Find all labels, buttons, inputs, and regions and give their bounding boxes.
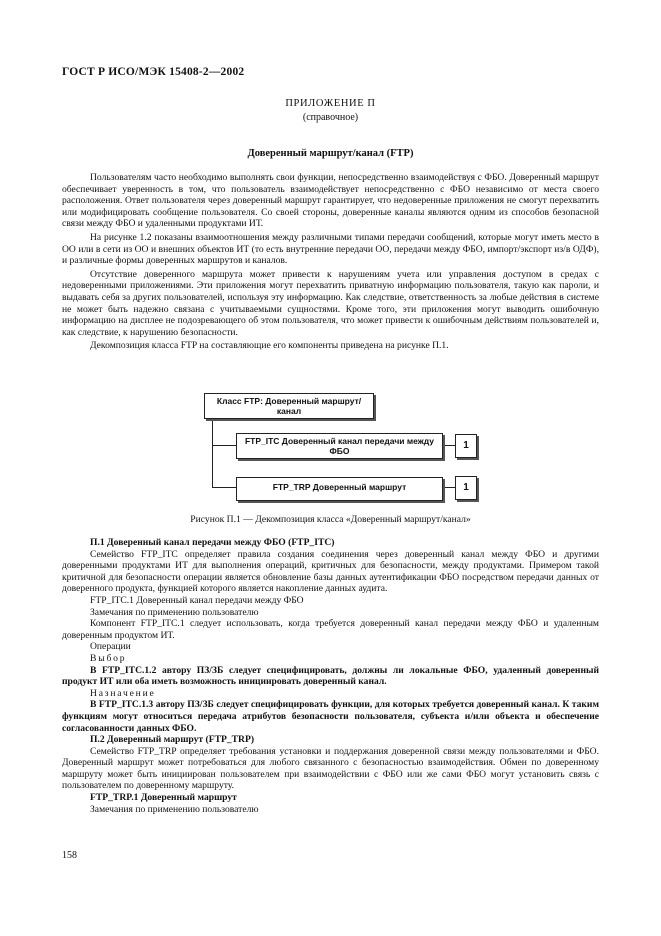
page-number: 158 [62,850,77,861]
figure-caption: Рисунок П.1 — Декомпозиция класса «Доверенный маршрут/канал» [190,514,471,525]
family-box-ftp-trp: FTP_TRP Доверенный маршрут [236,477,443,501]
family-box-ftp-itc: FTP_ITC Доверенный канал передачи между ФБО [236,433,443,459]
element-note-itc-1-2: В FTP_ITC.1.2 автору ПЗ/ЗБ следует специфицировать, должны ли локальные ФБО, удаленный доверенный продукт ИТ или оба иметь возможность инициировать доверенный канал. [62,664,599,688]
diagram-connector [212,487,236,488]
intro-paragraph: На рисунке 1.2 показаны взаимоотношения между различными типами передачи сообщений, которые могут иметь место в ОО или в сети из ОО и внешних объектов ИТ (то есть внутренние передачи ОО, передачи между ФБО, импорт/экспорт из/в ОДФ), и различные формы доверенных маршрутов и каналов. [62,231,599,267]
intro-paragraph: Пользователям часто необходимо выполнять свои функции, непосредственно взаимодействуя с ФБО. Доверенный маршрут обеспечивает уверенность в том, что пользователь взаимодействует непосредственно с ФБО независимо от места своего расположения. Ответ пользователя через доверенный маршрут гарантирует, что недоверенные приложения не смогут перехватить или модифицировать сообщение пользователя. Со своей стороны, доверенные каналы являются одним из способов безопасной связи между ФБО и удаленными продуктами ИТ. [62,172,599,230]
diagram-connector [212,445,236,446]
selection-label: Выбор [90,652,127,664]
component-count-box: 1 [455,434,477,458]
application-notes-label: Замечания по применению пользователю [90,803,259,815]
assignment-label: Назначение [90,687,156,699]
section-paragraph: Семейство FTP_TRP определяет требования установки и поддержания доверенной связи между пользователями и ФБО. Доверенный маршрут может потребоваться для любого связанного с безопасностью взаимодействия. Обмен по доверенному маршруту может быть инициирован пользователем при взаимодействии с ФБО или же сами ФБО могут установить связь с пользователем по доверенному маршруту. [62,745,599,792]
diagram-connector [212,417,213,488]
section-paragraph: Компонент FTP_ITC.1 следует использовать, когда требуется доверенный канал передачи между ФБО и удаленным доверенным продуктом ИТ. [62,618,599,641]
application-notes-label: Замечания по применению пользователю [90,606,259,618]
component-title-ftp-itc-1: FTP_ITC.1 Доверенный канал передачи между ФБО [90,594,304,606]
intro-paragraph: Декомпозиция класса FTP на составляющие его компоненты приведена на рисунке П.1. [90,340,449,352]
family-title: Доверенный маршрут/канал (FTP) [247,148,414,159]
operations-label: Операции [90,641,131,653]
diagram-connector [443,487,455,488]
annex-title: ПРИЛОЖЕНИЕ П [285,98,376,109]
section-paragraph: Семейство FTP_ITC определяет правила создания соединения через доверенный канал между ФБО и другими доверенными продуктами ИТ для выполнения операций, критичных для безопасности, между продуктами. Примером такой критичной для безопасности операции является обновление базы данных аутентификации ФБО посредством передачи данных от доверенного продукта, функцией которого является накопление данных аудита. [62,548,599,595]
element-note-itc-1-3: В FTP_ITC.1.3 автору ПЗ/ЗБ следует специфицировать функции, для которых требуется доверенный канал. К таким функциям могут относиться передача атрибутов безопасности пользователя, субъекта и/или объекта и обеспечение согласованности данных ФБО. [62,699,599,734]
annex-subtitle: (справочное) [302,112,359,123]
class-box: Класс FTP: Доверенный маршрут/ канал [204,393,374,419]
component-count-box: 1 [455,476,477,500]
document-header: ГОСТ Р ИСО/МЭК 15408-2—2002 [62,66,245,78]
intro-paragraph: Отсутствие доверенного маршрута может привести к нарушениям учета или управления доступом в средах с недоверенными приложениями. Эти приложения могут перехватить приватную информацию пользователя, такую как пароли, и выдавать себя за других пользователей, используя эту информацию. Как следствие, ответственность за любые действия в системе не может быть надежно связана с учитываемыми сущностями. Кроме того, эти приложения могут выводить ошибочную информацию на дисплее не подозревающего об этом пользователя, что может привести к ошибочным действиям пользователей и, как следствие, к нарушению безопасности. [62,268,599,338]
section-title-ftp-itc: П.1 Доверенный канал передачи между ФБО (FTP_ITC) [90,537,335,548]
diagram-connector [443,445,455,446]
section-title-ftp-trp: П.2 Доверенный маршрут (FTP_TRP) [90,734,255,746]
sections-text [62,537,599,815]
component-title-ftp-trp-1: FTP_TRP.1 Доверенный маршрут [90,792,237,804]
